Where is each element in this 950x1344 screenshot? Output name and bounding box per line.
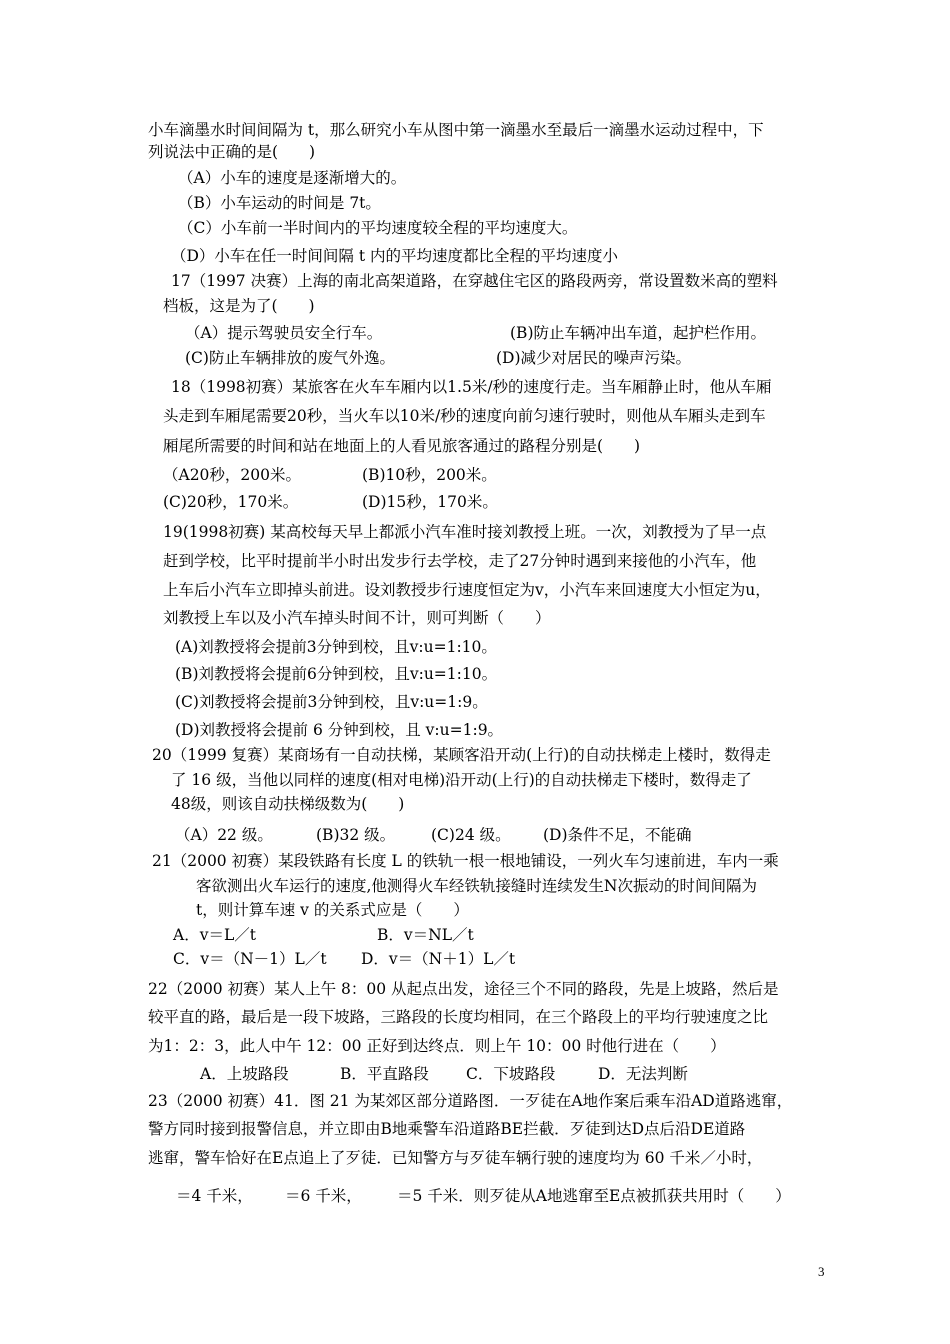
- question-20-line: 了 16 级，当他以同样的速度(相对电梯)沿开动(上行)的自动扶梯走下楼时，数得走了: [171, 771, 752, 789]
- question-21-line: t，则计算车速 v 的关系式应是（ ）: [196, 901, 469, 919]
- question-23-line: ＝5 千米．则歹徒从A地逃窜至E点被抓获共用时（ ）: [397, 1187, 791, 1205]
- question-18-line: 18（1998初赛）某旅客在火车车厢内以1.5米/秒的速度行走。当车厢静止时，他从车厢: [171, 378, 772, 396]
- question-23-line: 23（2000 初赛）41．图 21 为某郊区部分道路图．一歹徒在A地作案后乘车沿AD道路逃窜，: [148, 1092, 793, 1110]
- question-21-line: 客欲测出火车运行的速度,他测得火车经铁轨接缝时连续发生N次振动的时间间隔为: [196, 877, 757, 895]
- option-line: B．v＝NL／t: [377, 926, 474, 944]
- option-line: (D)条件不足，不能确: [543, 826, 692, 844]
- option-line: （C）小车前一半时间内的平均速度较全程的平均速度大。: [178, 219, 578, 237]
- question-23-line: ＝4 千米，: [176, 1187, 253, 1205]
- question-18-line: 厢尾所需要的时间和站在地面上的人看见旅客通过的路程分别是( ): [163, 437, 641, 455]
- option-line: (D)刘教授将会提前 6 分钟到校，且 v:u=1:9。: [175, 721, 504, 739]
- option-line: (C)防止车辆排放的废气外逸。: [185, 349, 395, 367]
- option-line: (B)32 级。: [316, 826, 396, 844]
- page-number: 3: [818, 1264, 825, 1279]
- option-line: （A20秒，200米。: [163, 466, 302, 484]
- option-line: (B)刘教授将会提前6分钟到校，且v:u=1:10。: [175, 665, 498, 683]
- option-line: (C)刘教授将会提前3分钟到校，且v:u=1:9。: [175, 693, 488, 711]
- option-line: C．下坡路段: [466, 1065, 556, 1083]
- question-22-line: 22（2000 初赛）某人上午 8：00 从起点出发，途径三个不同的路段，先是上坡路，然后是: [148, 980, 779, 998]
- option-line: D．v＝（N＋1）L／t: [361, 950, 516, 968]
- option-line: （A）22 级。: [175, 826, 273, 844]
- option-line: (D)15秒，170米。: [362, 493, 498, 511]
- question-23-line: 警方同时接到报警信息，并立即由B地乘警车沿道路BE拦截．歹徒到达D点后沿DE道路: [148, 1120, 746, 1138]
- question-19-line: 19(1998初赛) 某高校每天早上都派小汽车准时接刘教授上班。一次，刘教授为了早一点: [163, 523, 767, 541]
- question-23-line: ＝6 千米，: [285, 1187, 362, 1205]
- option-line: (B)10秒，200米。: [362, 466, 497, 484]
- question-23-line: 逃窜，警车恰好在E点追上了歹徒．已知警方与歹徒车辆行驶的速度均为 60 千米／小时，: [148, 1149, 763, 1167]
- option-line: B．平直路段: [340, 1065, 429, 1083]
- option-line: (C)24 级。: [431, 826, 511, 844]
- option-line: D．无法判断: [598, 1065, 688, 1083]
- option-line: (A)刘教授将会提前3分钟到校，且v:u=1:10。: [175, 638, 497, 656]
- option-line: （D）小车在任一时间间隔 t 内的平均速度都比全程的平均速度小: [171, 247, 619, 265]
- question-19-line: 赶到学校，比平时提前半小时出发步行去学校，走了27分钟时遇到来接他的小汽车，他: [163, 552, 757, 570]
- text-line: 列说法中正确的是( ): [148, 143, 316, 161]
- option-line: C．v＝（N－1）L／t: [173, 950, 327, 968]
- option-line: A．上坡路段: [200, 1065, 289, 1083]
- question-18-line: 头走到车厢尾需要20秒，当火车以10米/秒的速度向前匀速行驶时，则他从车厢头走到车: [163, 407, 766, 425]
- question-19-line: 刘教授上车以及小汽车掉头时间不计，则可判断（ ）: [163, 609, 551, 627]
- question-22-line: 为1：2：3，此人中午 12：00 正好到达终点．则上午 10：00 时他行进在（ ）: [148, 1037, 726, 1055]
- question-17-line: 17（1997 决赛）上海的南北高架道路，在穿越住宅区的路段两旁，常设置数米高的塑料: [171, 272, 778, 290]
- question-19-line: 上车后小汽车立即掉头前进。设刘教授步行速度恒定为v，小汽车来回速度大小恒定为u，: [163, 581, 771, 599]
- option-line: (D)减少对居民的噪声污染。: [496, 349, 692, 367]
- question-22-line: 较平直的路，最后是一段下坡路，三路段的长度均相同，在三个路段上的平均行驶速度之比: [148, 1008, 769, 1026]
- option-line: (C)20秒，170米。: [163, 493, 299, 511]
- question-17-line: 档板，这是为了( ): [163, 297, 315, 315]
- option-line: （A）小车的速度是逐渐增大的。: [178, 169, 407, 187]
- option-line: （A）提示驾驶员安全行车。: [185, 324, 383, 342]
- question-20-line: 48级，则该自动扶梯级数为( ): [171, 795, 405, 813]
- option-line: （B）小车运动的时间是 7t。: [178, 194, 381, 212]
- option-line: (B)防止车辆冲出车道，起护栏作用。: [510, 324, 766, 342]
- question-21-line: 21（2000 初赛）某段铁路有长度 L 的铁轨一根一根地铺设，一列火车匀速前进，车内一乘: [152, 852, 779, 870]
- text-line: 小车滴墨水时间间隔为 t，那么研究小车从图中第一滴墨水至最后一滴墨水运动过程中，下: [148, 121, 764, 139]
- question-20-line: 20（1999 复赛）某商场有一自动扶梯，某顾客沿开动(上行)的自动扶梯走上楼时，数得走: [152, 746, 771, 764]
- option-line: A．v＝L／t: [173, 926, 256, 944]
